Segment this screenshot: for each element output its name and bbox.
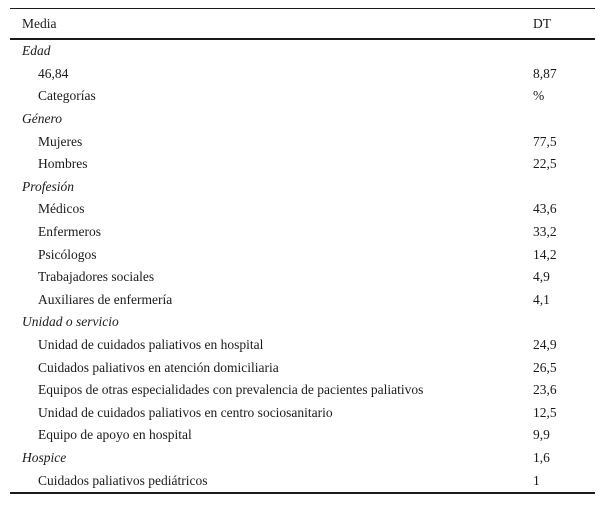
row-value: 77,5 <box>533 133 557 149</box>
table-row <box>10 447 595 470</box>
table-row <box>10 153 595 176</box>
row-value: 22,5 <box>533 156 557 172</box>
row-label: Auxiliares de enfermería <box>38 291 173 307</box>
table-row <box>10 221 595 244</box>
table-row <box>10 198 595 221</box>
row-value: 33,2 <box>533 224 557 240</box>
row-label: Médicos <box>38 201 85 217</box>
row-value: 43,6 <box>533 201 557 217</box>
table-row <box>10 379 595 402</box>
row-label: Hospice <box>22 449 67 465</box>
table-header-row <box>10 9 595 40</box>
row-label: Unidad o servicio <box>22 314 119 330</box>
table-row <box>10 289 595 312</box>
row-value: 1 <box>533 472 540 488</box>
table-row <box>10 85 595 108</box>
row-label: Enfermeros <box>38 224 101 240</box>
table-row <box>10 130 595 153</box>
table-row <box>10 311 595 334</box>
row-label: Género <box>22 111 62 127</box>
table-row <box>10 424 595 447</box>
row-value: 1,6 <box>533 449 550 465</box>
row-value: 23,6 <box>533 382 557 398</box>
row-value: 24,9 <box>533 337 557 353</box>
table-row <box>10 108 595 131</box>
row-label: 46,84 <box>38 65 69 81</box>
table-row <box>10 334 595 357</box>
row-label: Equipo de apoyo en hospital <box>38 427 192 443</box>
column-header-media: Media <box>22 15 57 31</box>
row-label: Unidad de cuidados paliativos en centro sociosanitario <box>38 404 333 420</box>
paper-table <box>10 8 595 494</box>
table-row <box>10 266 595 289</box>
table-row <box>10 40 595 63</box>
row-label: Psicólogos <box>38 246 97 262</box>
row-label: Mujeres <box>38 133 83 149</box>
row-label: Trabajadores sociales <box>38 269 155 285</box>
row-label: Cuidados paliativos en atención domiciliaria <box>38 359 279 375</box>
row-value: 14,2 <box>533 246 557 262</box>
table-row <box>10 176 595 199</box>
table-row <box>10 243 595 266</box>
row-label: Cuidados paliativos pediátricos <box>38 472 208 488</box>
row-value: 26,5 <box>533 359 557 375</box>
row-value: 12,5 <box>533 404 557 420</box>
row-label: Categorías <box>38 88 96 104</box>
column-header-dt: DT <box>533 15 551 31</box>
statistics-table <box>10 8 595 494</box>
row-label: Equipos de otras especialidades con prevalencia de pacientes paliativos <box>38 382 424 398</box>
row-label: Unidad de cuidados paliativos en hospital <box>38 337 264 353</box>
row-value: 4,1 <box>533 291 550 307</box>
row-value: 9,9 <box>533 427 550 443</box>
table-row <box>10 469 595 492</box>
row-label: Profesión <box>22 178 74 194</box>
row-value: 4,9 <box>533 269 550 285</box>
row-label: Edad <box>22 43 51 59</box>
table-body <box>10 40 595 492</box>
row-value: % <box>533 88 545 104</box>
table-row <box>10 356 595 379</box>
table-row <box>10 402 595 425</box>
table-row <box>10 63 595 86</box>
row-label: Hombres <box>38 156 88 172</box>
row-value: 8,87 <box>533 65 557 81</box>
